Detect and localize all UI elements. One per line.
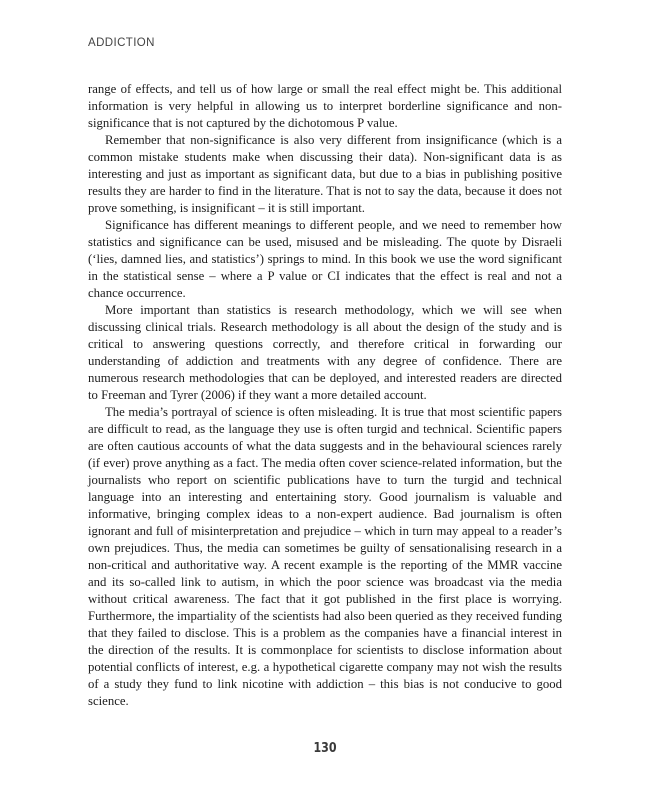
paragraph-significance-meanings: Significance has different meanings to different people, and we need to remember how statistics and significance can be used, misused and be misleading. The quote by Disraeli (‘lies, damned lies, and statistics’) springs to mind. In this book we use the word significant in the statistical sense – where a P value or CI indicates that the effect is real and not a chance occurrence. (88, 218, 562, 300)
body-text (88, 81, 562, 710)
paragraph-non-significance: Remember that non-significance is also very different from insignificance (which is a common mistake students make when discussing their data). Non-significant data is as interesting and just as important as significant data, but due to a bias in publishing positive results they are harder to find in the literature. That is not to say the data, because it does not prove something, is insignificant – it is still important. (88, 133, 562, 215)
paragraph-research-methodology: More important than statistics is research methodology, which we will see when discussing clinical trials. Research methodology is all about the design of the study and is critical to answering questions correctly, and therefore critical in forwarding our understanding of addiction and treatments with any degree of confidence. There are numerous research methodologies that can be deployed, and interested readers are directed to Freeman and Tyrer (2006) if they want a more detailed account. (88, 303, 562, 402)
paragraph-continued: range of effects, and tell us of how large or small the real effect might be. This additional information is very helpful in allowing us to interpret borderline significance and non-significance that is not captured by the dichotomous P value. (88, 82, 562, 130)
paragraph-media-portrayal: The media’s portrayal of science is often misleading. It is true that most scientific papers are difficult to read, as the language they use is often turgid and technical. Scientific papers are often cautious accounts of what the data suggests and in the behavioural sciences rarely (if ever) prove anything as a fact. The media often cover science-related information, but the journalists who report on scientific publications have to turn the turgid and technical language into an interesting and entertaining story. Good journalism is valuable and informative, bringing complex ideas to a non-expert audience. Bad journalism is often ignorant and full of misinterpretation and prejudice – which in turn may appeal to a reader’s own prejudices. Thus, the media can sometimes be guilty of sensationalising research in a non-critical and authoritative way. A recent example is the reporting of the MMR vaccine and its so-called link to autism, in which the poor science was broadcast via the media without critical awareness. The fact that it got published in the first place is worrying. Furthermore, the impartiality of the scientists had also been queried as they received funding that they failed to disclose. This is a problem as the companies have a financial interest in the direction of the results. It is commonplace for scientists to disclose information about potential conflicts of interest, e.g. a hypothetical cigarette company may not wish the results of a study they fund to link nicotine with addiction – this bias is not conducive to good science. (88, 405, 562, 708)
page-number: 130 (313, 740, 337, 756)
running-head: ADDICTION (88, 37, 155, 49)
